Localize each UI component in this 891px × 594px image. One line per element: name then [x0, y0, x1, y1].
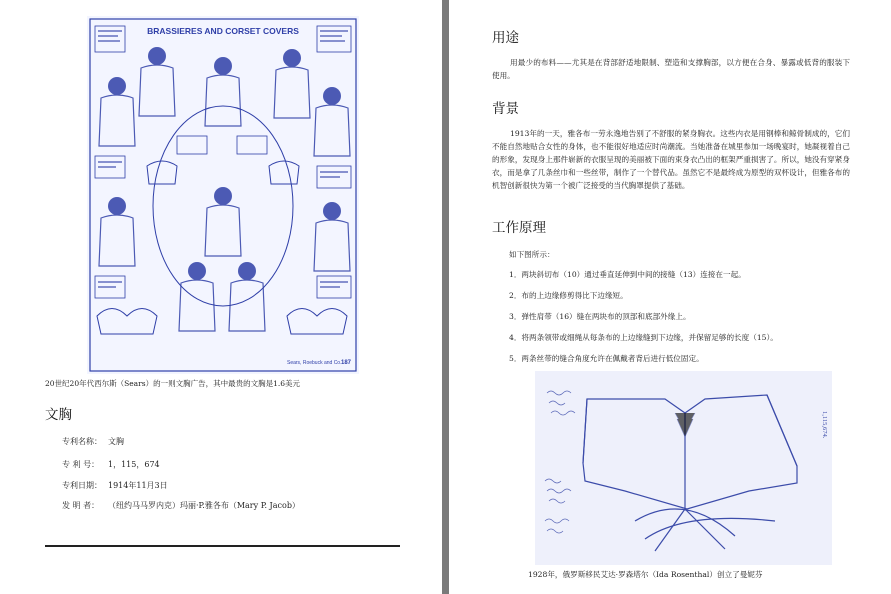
section-divider	[45, 545, 400, 547]
list-item: 5．两条丝带的缝合角度允许在佩戴者背后进行低位固定。	[509, 354, 704, 363]
background-heading: 背景	[492, 101, 519, 117]
ad-page-number: 187	[340, 360, 351, 366]
ad-footer: Sears, Roebuck and Co.	[287, 360, 342, 366]
list-intro: 如下图所示：	[509, 250, 555, 259]
list-item: 4．将两条领带或细绳从每条布的上边缘缝到下边缘，并保留足够的长度（15）。	[509, 333, 778, 342]
meta-label: 专 利 号：	[62, 460, 100, 469]
invention-title: 文胸	[45, 407, 72, 423]
meta-row-inventor	[62, 500, 300, 511]
background-paragraph: 1913年的一天，雅各布一劳永逸地告别了不舒服的紧身胸衣。这些内衣是用钢棒和鲸骨制成的，它们不能自然地贴合女性的身体，也不能很好地适应时尚潮流。当她准备在城里参加一场晚宴时，她凝视着自己的形象，发现身上那件崭新的衣服呈现的美丽被下面的束身衣凸出的框架严重损害了。所以，她没有穿紧身衣，而是拿了几条丝巾和一些丝带，制作了一个替代品。虽然它不是最终成为原型的双杯设计，但雅各布的机智创新很快为第一个被广泛接受的当代胸罩提供了基础。	[492, 129, 850, 190]
sears-bra-advertisement-image	[87, 16, 359, 374]
meta-row-name	[62, 436, 124, 447]
meta-value: （纽约马马罗内克）玛丽·P.雅各布（Mary P. Jacob）	[108, 501, 300, 510]
list-item: 2．布的上边缘修剪得比下边缘短。	[509, 291, 628, 300]
meta-value: 1914年11月3日	[108, 481, 168, 490]
meta-label: 发 明 者：	[62, 501, 100, 510]
meta-row-date	[62, 480, 168, 491]
book-spine	[442, 0, 449, 594]
patent-drawing	[535, 371, 832, 565]
image-caption: 20世纪20年代西尔斯（Sears）的一则文胸广告，其中最贵的文胸是1.6美元	[45, 379, 300, 388]
continuation-text: 1928年，俄罗斯移民艾达·罗森塔尔（Ida Rosenthal）创立了曼妮芬	[528, 570, 763, 579]
patent-number-label: 1,115,674.	[821, 411, 828, 439]
meta-row-number	[62, 459, 160, 470]
meta-value: 1，115，674	[108, 460, 160, 469]
meta-label: 专利日期：	[62, 481, 102, 490]
advertisement-illustration	[87, 16, 359, 374]
ad-heading: BRASSIERES AND CORSET COVERS	[147, 26, 299, 36]
left-page	[0, 0, 442, 594]
list-item: 3．弹性肩带（16）缝在两块布的顶部和底部外缘上。	[509, 312, 691, 321]
usage-heading: 用途	[492, 30, 519, 46]
usage-paragraph: 用最少的布料——尤其是在背部舒适地限制、塑造和支撑胸部，以方便在合身、暴露或低背的服装下使用。	[492, 58, 850, 80]
list-item: 1．两块斜切布（10）通过垂直延伸到中间的接缝（13）连接在一起。	[509, 270, 746, 279]
patent-drawing-image	[535, 371, 832, 565]
meta-label: 专利名称：	[62, 437, 102, 446]
meta-value: 文胸	[108, 437, 124, 446]
principle-heading: 工作原理	[492, 220, 546, 236]
